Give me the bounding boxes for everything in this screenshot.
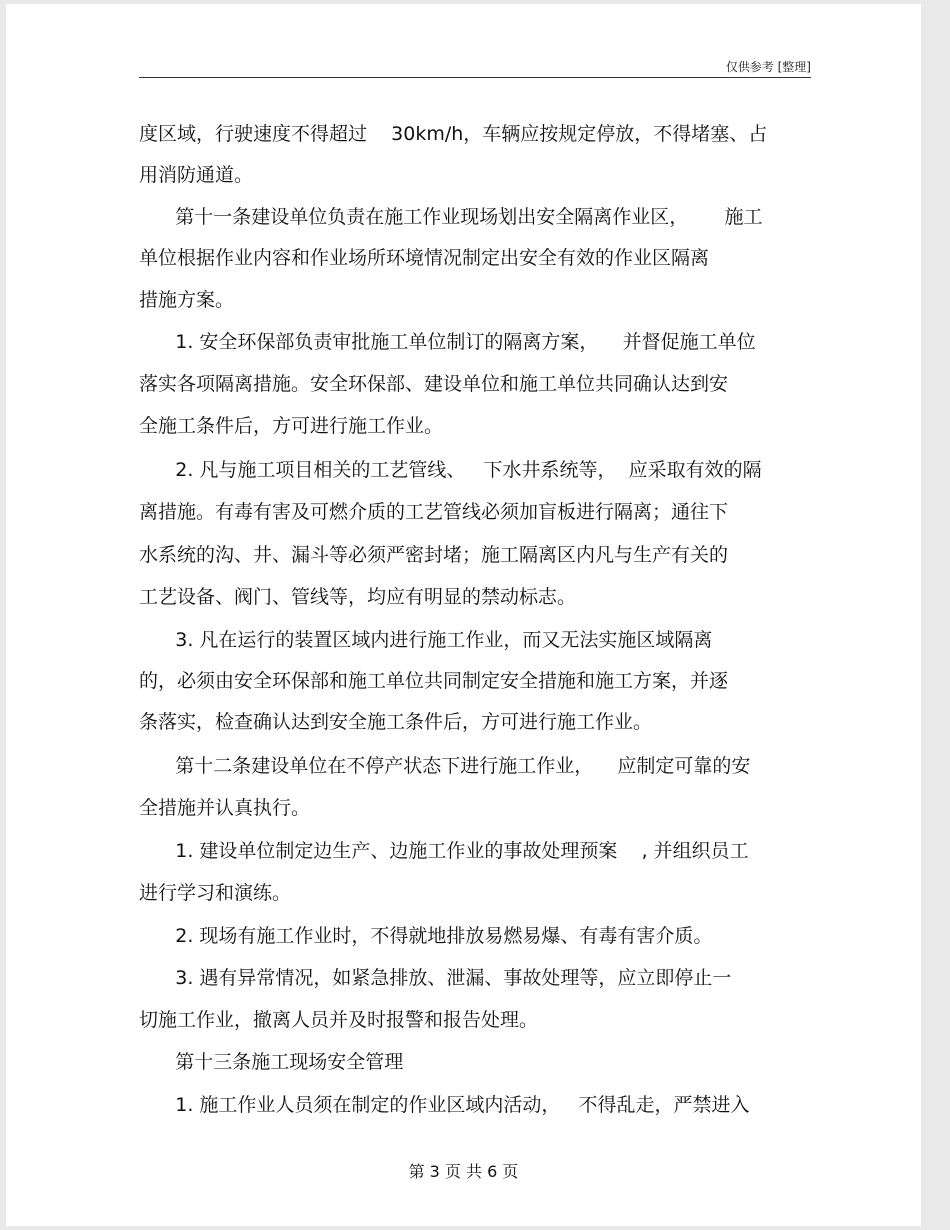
header-divider <box>139 77 811 78</box>
body-line: 落实各项隔离措施。安全环保部、建设单位和施工单位共同确认达到安 <box>139 373 729 395</box>
body-line: 1. 建设单位制定边生产、边施工作业的事故处理预案 , 并组织员工 <box>139 840 749 862</box>
body-line: 切施工作业，撤离人员并及时报警和报告处理。 <box>139 1009 539 1031</box>
body-line: 用消防通道。 <box>139 164 254 186</box>
body-line: 进行学习和演练。 <box>139 882 292 904</box>
body-line: 全措施并认真执行。 <box>139 797 311 819</box>
body-line: 3. 遇有异常情况，如紧急排放、泄漏、事故处理等，应立即停止一 <box>139 967 732 989</box>
body-line: 离措施。有毒有害及可燃介质的工艺管线必须加盲板进行隔离；通往下 <box>139 501 729 523</box>
body-line: 1. 施工作业人员须在制定的作业区域内活动， 不得乱走，严禁进入 <box>139 1094 750 1116</box>
body-line: 工艺设备、阀门、管线等，均应有明显的禁动标志。 <box>139 586 577 608</box>
header-note: 仅供参考 [整理] <box>725 60 811 74</box>
document-page <box>6 4 921 1226</box>
body-line: 2. 凡与施工项目相关的工艺管线、 下水井系统等， 应采取有效的隔 <box>139 459 762 481</box>
body-line: 第十二条建设单位在不停产状态下进行施工作业， 应制定可靠的安 <box>139 755 751 777</box>
body-line: 2. 现场有施工作业时，不得就地排放易燃易爆、有毒有害介质。 <box>139 925 713 947</box>
body-line: 条落实，检查确认达到安全施工条件后，方可进行施工作业。 <box>139 711 653 733</box>
page-number: 第 3 页 共 6 页 <box>408 1162 519 1181</box>
body-line: 度区域，行驶速度不得超过 30km/h，车辆应按规定停放，不得堵塞、占 <box>139 123 768 145</box>
body-line: 第十三条施工现场安全管理 <box>139 1051 404 1073</box>
body-line: 单位根据作业内容和作业场所环境情况制定出安全有效的作业区隔离 <box>139 247 710 269</box>
body-line: 的，必须由安全环保部和施工单位共同制定安全措施和施工方案，并逐 <box>139 670 729 692</box>
body-line: 1. 安全环保部负责审批施工单位制订的隔离方案， 并督促施工单位 <box>139 331 756 353</box>
body-line: 第十一条建设单位负责在施工作业现场划出安全隔离作业区， 施工 <box>139 206 763 228</box>
body-line: 全施工条件后，方可进行施工作业。 <box>139 415 444 437</box>
body-line: 措施方案。 <box>139 289 235 311</box>
body-line: 3. 凡在运行的装置区域内进行施工作业，而又无法实施区域隔离 <box>139 629 713 651</box>
body-line: 水系统的沟、井、漏斗等必须严密封堵；施工隔离区内凡与生产有关的 <box>139 544 729 566</box>
